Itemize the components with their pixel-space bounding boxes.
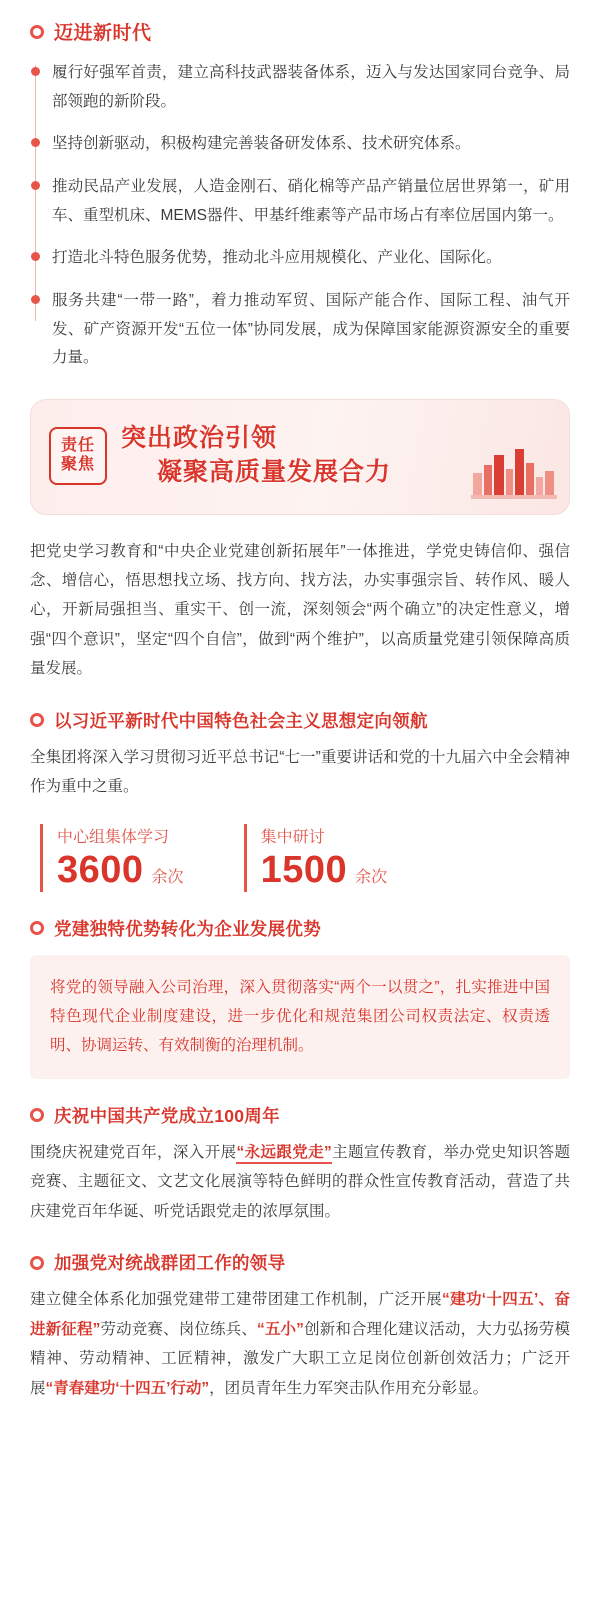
section-title: 迈进新时代	[54, 23, 152, 44]
subsection-title: 庆祝中国共产党成立100周年	[54, 1105, 280, 1126]
subsection-heading-cpc-100	[30, 1103, 570, 1128]
subsection-heading-party-advantage	[30, 916, 570, 941]
list-item	[52, 59, 570, 116]
list-item	[52, 244, 570, 273]
list-item-text: 打造北斗特色服务优势，推动北斗应用规模化、产业化、国际化。	[52, 249, 502, 267]
badge-line-2: 聚焦	[60, 455, 95, 473]
list-item	[52, 173, 570, 230]
stat-value: 1500	[260, 848, 348, 891]
banner-political-leadership	[30, 399, 570, 515]
list-item-text: 推动民品产业发展，人造金刚石、硝化棉等产品产销量位居世界第一，矿用车、重型机床、MEMS器件、甲基纤维素等产品市场占有率位居国内第一。	[52, 178, 570, 224]
banner-title	[121, 422, 391, 490]
timeline-dot-icon	[31, 295, 40, 304]
bullet-icon	[30, 921, 44, 935]
emphasis-five-smalls: “五小”	[256, 1320, 304, 1338]
list-item	[52, 130, 570, 159]
emphasis-youth-action: “青春建功‘十四五’行动”	[45, 1379, 210, 1397]
timeline-dot-icon	[31, 181, 40, 190]
subsection-text: 全集团将深入学习贯彻习近平总书记“七一”重要讲话和党的十九届六中全会精神作为重中之重。	[30, 748, 570, 796]
badge-line-1: 责任	[60, 437, 95, 455]
subsection-title: 党建独特优势转化为企业发展优势	[54, 918, 321, 939]
text-part-a: 建立健全体系化加强党建带工建带团建工作机制，广泛开展	[30, 1291, 442, 1309]
badge-responsibility-focus	[49, 427, 107, 485]
intro-paragraph: 把党史学习教育和“中央企业党建创新拓展年”一体推进，学党史铸信仰、强信念、增信心，悟思想找立场、找方向、找方法，办实事强宗旨、转作风、暖人心，开新局强担当、重实干、创一流，深刻领会“两个确立”的决定性意义，增强“四个意识”，坚定“四个自信”，做到“两个维护”，以高质量党建引领保障高质量发展。	[30, 542, 570, 678]
subsection-heading-xi-thought	[30, 708, 570, 733]
highlight-box	[30, 955, 570, 1079]
stat-central-group-study	[40, 824, 184, 892]
bullet-icon	[30, 25, 44, 39]
bullet-icon	[30, 713, 44, 727]
timeline-list	[30, 59, 570, 373]
list-item	[52, 287, 570, 373]
subsection-text	[30, 1138, 570, 1226]
bullet-icon	[30, 1108, 44, 1122]
text-part-c: 创新和合理化建议活动，大力弘扬劳模精神、劳动精神、工匠精神，激发广大职工立足岗位创新创效活力；广泛开展	[30, 1320, 570, 1397]
banner-title-line-1: 突出政治引领	[121, 424, 278, 453]
subsection-heading-united-front	[30, 1250, 570, 1275]
stat-unit: 余次	[355, 868, 388, 886]
text-part-a: 围绕庆祝建党百年，深入开展	[30, 1143, 237, 1161]
stat-value: 3600	[57, 848, 144, 891]
bullet-icon	[30, 1256, 44, 1270]
subsection-title: 加强党对统战群团工作的领导	[54, 1253, 286, 1274]
text-part-b: 主题宣传教育，举办党史知识答题竞赛、主题征文、文艺文化展演等特色鲜明的群众性宣传教育活动，营造了共庆建党百年华诞、听党话跟党走的浓厚氛围。	[30, 1143, 570, 1220]
stat-focused-discussion	[244, 824, 388, 892]
timeline-dot-icon	[31, 252, 40, 261]
highlight-text: 将党的领导融入公司治理，深入贯彻落实“两个一以贯之”，扎实推进中国特色现代企业制度建设，进一步优化和规范集团公司权责法定、权责透明、协调运转、有效制衡的治理机制。	[50, 978, 550, 1055]
list-item-text: 坚持创新驱动，积极构建完善装备研发体系、技术研究体系。	[52, 135, 471, 153]
section-heading-new-era	[30, 18, 570, 45]
subsection-text	[30, 1285, 570, 1403]
stats-group	[40, 824, 570, 892]
stat-label: 集中研讨	[260, 828, 325, 846]
list-item-text: 履行好强军首责，建立高科技武器装备体系，迈入与发达国家同台竞争、局部领跑的新阶段。	[52, 64, 570, 110]
subsection-title: 以习近平新时代中国特色社会主义思想定向领航	[54, 710, 428, 731]
emphasis-14th-five-year: “建功‘十四五’、奋进新征程”	[30, 1291, 570, 1338]
banner-title-line-2: 凝聚高质量发展合力	[157, 457, 392, 486]
timeline-dot-icon	[31, 138, 40, 147]
text-part-b: 劳动竞赛、岗位练兵、	[100, 1320, 257, 1338]
stat-label: 中心组集体学习	[57, 828, 170, 846]
text-part-d: ，团员青年生力军突击队作用充分彰显。	[209, 1379, 489, 1397]
timeline-dot-icon	[31, 67, 40, 76]
stat-unit: 余次	[151, 868, 184, 886]
list-item-text: 服务共建“一带一路”，着力推动军贸、国际产能合作、国际工程、油气开发、矿产资源开发“五位一体”协同发展，成为保障国家能源资源安全的重要力量。	[52, 292, 570, 367]
emphasis-follow-the-party: “永远跟党走”	[236, 1144, 331, 1164]
